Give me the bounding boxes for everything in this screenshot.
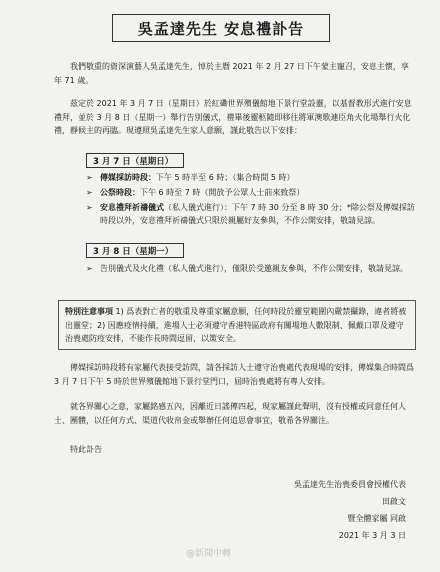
arrow-bullet-icon: ➢ (86, 188, 93, 197)
notes-text: 1) 爲表對亡者的敬重及尊重家屬意願，任何時段於靈堂範圍內嚴禁攝錄，違者將被出靈堂；2) 因應疫情持續，進場人士必須遵守香港特區政府有關場地人數限制、佩戴口罩及遵守治喪處防疫安排，不能作長時間逗留，以策安全。 (65, 307, 407, 343)
day1-item-media (86, 171, 406, 184)
day1-item-service (86, 201, 422, 227)
arrow-bullet-icon: ➢ (86, 173, 93, 182)
signature-line3: 暨全體家屬 同啟 (347, 514, 406, 523)
arrow-bullet-icon: ➢ (86, 264, 93, 273)
day1-date-box: 3 月 7 日（星期日） (86, 153, 184, 168)
watermark: @新聞中轉 (186, 549, 232, 559)
item-label: 安息禮拜祈禱儀式 (100, 203, 164, 212)
arrangement-paragraph: 茲定於 2021 年 3 月 7 日（星期日）於紅磡世界殯儀館地下景行堂設靈，以基督教形式進行安息禮拜，並於 3 月 8 日（星期一）舉行告別儀式，禮畢後靈柩隨即移往將軍澳歌連臣角火化場舉行火化禮，靜候主的再臨。現遵照吳孟達先生家人意願，謹此敬告以下安排： (54, 99, 412, 135)
notes-label: 特別注意事項 (65, 307, 113, 316)
day2-item-farewell (86, 262, 422, 275)
closing-line: 特此訃告 (70, 445, 102, 454)
day1-item-public (86, 186, 406, 199)
day2-date-box: 3 月 8 日（星期一） (86, 243, 184, 258)
media-paragraph: 傳媒採訪時段將有家屬代表接受訪問，請各採訪人士遵守治喪處代表現場的安排，傳媒集合時間爲 3 月 7 日下午 5 時於世界殯儀館地下景行堂門口，屆時治喪處將有專人安排。 (54, 363, 414, 386)
item-label: 公祭時段： (100, 188, 140, 197)
item-text: 下午 5 時半至 6 時；（集合時間 5 時） (156, 173, 295, 182)
thanks-paragraph: 就各界關心之意，家屬銘感五內，因離近日謠傳四起，現家屬謹此聲明，沒有授權或同意任何人士、團體，以任何方式、渠道代收帛金或舉辦任何追思會事宜，敬希各界關注。 (54, 402, 406, 425)
signature-line2: 田啟文 (382, 497, 406, 506)
item-text: 告別儀式及火化禮（私人儀式進行），僅限於受邀親友參與，不作公開安排，敬請見諒。 (100, 264, 408, 273)
signature-line1: 吳孟達先生治喪委員會授權代表 (294, 480, 406, 489)
special-notes-box (58, 300, 416, 350)
arrow-bullet-icon: ➢ (86, 203, 93, 212)
document-title: 吳孟達先生 安息禮訃告 (112, 14, 330, 42)
signature-date: 2021 年 3 月 3 日 (338, 531, 406, 540)
item-text: 下午 6 時至 7 時（開放予公眾人士前來致祭） (140, 188, 305, 197)
item-label: 傳媒採訪時段： (100, 173, 156, 182)
intro-paragraph: 我們敬重的資深演藝人吳孟達先生，悼於主曆 2021 年 2 月 27 日下午蒙主寵召，安息主懷，享年 71 歲。 (54, 62, 409, 85)
item-text: （私人儀式進行）：下午 7 時 30 分至 8 時 30 分；*除公祭及傳媒採訪時段以外，安息禮拜祈禱儀式只限於親屬好友參與，不作公開安排，敬請見諒。 (100, 203, 415, 225)
